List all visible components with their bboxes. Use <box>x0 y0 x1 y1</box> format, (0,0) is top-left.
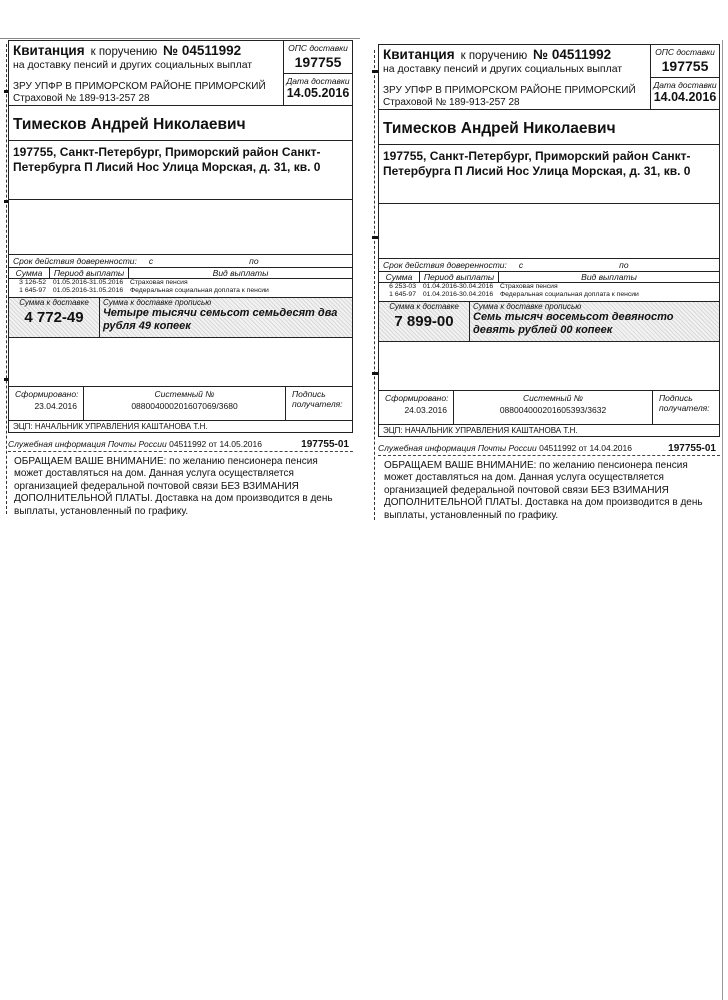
blank-area <box>9 199 352 254</box>
header-left <box>379 45 650 109</box>
signature-label: Подпись получателя: <box>659 393 710 413</box>
system-number-value: 088004000201605393/3632 <box>499 405 607 415</box>
ops-value: 197755 <box>284 53 352 74</box>
col-sum: Сумма <box>379 272 420 282</box>
receipt-header <box>379 45 719 109</box>
sum-numeric-cell <box>9 298 100 337</box>
insurance-number: Страховой № 189-913-257 28 <box>13 93 150 104</box>
sum-label: Сумма к доставке <box>389 302 459 311</box>
power-of-attorney-to: по <box>619 260 629 270</box>
power-of-attorney-row <box>379 258 719 271</box>
formed-label: Сформировано: <box>385 393 449 403</box>
formed-cell <box>9 387 84 420</box>
sum-words-label: Сумма к доставке прописью <box>103 298 212 307</box>
formed-cell <box>379 391 454 424</box>
col-type: Вид выплаты <box>581 272 637 282</box>
zru-name: ЗРУ УПФР В ПРИМОРСКОМ РАЙОНЕ ПРИМОРСКИЙ <box>383 85 636 96</box>
service-info-row <box>8 439 353 450</box>
notice-text: ОБРАЩАЕМ ВАШЕ ВНИМАНИЕ: по желанию пенсионера пенсия может доставляться на дом. Данная услуга осуществляется организацией федеральной почтовой связи БЕЗ ВЗИМАНИЯ ДОПОЛНИТЕЛЬНОЙ ПЛАТЫ. Доставка на дом производится в день выплаты, установленный по графику. <box>384 460 703 521</box>
cut-line-left <box>6 44 7 514</box>
signature-label: Подпись получателя: <box>292 389 343 409</box>
system-number-label: Системный № <box>523 393 583 403</box>
row-type: Страховая пенсия <box>500 283 558 290</box>
table-row <box>9 287 352 297</box>
header-left <box>9 41 283 105</box>
service-info-label: Служебная информация Почты России <box>8 439 167 449</box>
sum-words-cell <box>100 298 352 337</box>
row-type: Страховая пенсия <box>130 279 188 286</box>
power-of-attorney-row <box>9 254 352 267</box>
formed-value: 23.04.2016 <box>34 401 77 411</box>
zru-name: ЗРУ УПФР В ПРИМОРСКОМ РАЙОНЕ ПРИМОРСКИЙ <box>13 81 266 92</box>
receipt-title-line <box>13 43 279 58</box>
sum-words-cell <box>470 302 719 341</box>
header-right <box>650 45 719 109</box>
receipt-title-line <box>383 47 646 62</box>
col-sum: Сумма <box>9 268 50 278</box>
payments-table-header <box>9 267 352 279</box>
ops-value: 197755 <box>651 57 719 78</box>
row-period: 01.05.2016-31.05.2016 <box>52 279 124 286</box>
formed-label: Сформировано: <box>15 389 79 399</box>
receipt-subtitle: на доставку пенсий и других социальных выплат <box>383 63 623 75</box>
order-number: № 04511992 <box>533 47 612 62</box>
signature-cell <box>286 387 352 420</box>
blank-area <box>9 338 352 386</box>
delivery-date-value: 14.04.2016 <box>653 90 717 104</box>
row-type: Федеральная социальная доплата к пенсии <box>130 287 269 294</box>
power-of-attorney-to: по <box>249 256 259 266</box>
cut-line-middle <box>374 50 375 520</box>
sum-words-label: Сумма к доставке прописью <box>473 302 582 311</box>
receipt-may <box>8 40 353 518</box>
order-label: к поручению <box>460 50 528 62</box>
service-info-row <box>378 443 720 454</box>
formed-value: 24.03.2016 <box>404 405 447 415</box>
receipt-april <box>378 44 720 522</box>
receipt-footer <box>379 390 719 424</box>
row-period: 01.05.2016-31.05.2016 <box>52 287 124 294</box>
receipt-subtitle: на доставку пенсий и других социальных выплат <box>13 59 253 71</box>
receipt-form <box>8 40 353 433</box>
recipient-name: Тимесков Андрей Николаевич <box>9 105 352 140</box>
table-row <box>379 283 719 291</box>
notice-text: ОБРАЩАЕМ ВАШЕ ВНИМАНИЕ: по желанию пенсионера пенсия может доставляться на дом. Данная услуга осуществляется организацией федеральной почтовой связи БЕЗ ВЗИМАНИЯ ДОПОЛНИТЕЛЬНОЙ ПЛАТЫ. Доставка на дом производится в день выплаты, установленный по графику. <box>14 456 333 517</box>
power-of-attorney-from: с <box>518 260 524 270</box>
row-sum: 3 126-52 <box>19 279 46 286</box>
recipient-address: 197755, Санкт-Петербург, Приморский район Санкт-Петербурга П Лисий Нос Улица Морская, д. 31, кв. 0 <box>379 144 719 203</box>
sum-words: Четыре тысячи семьсот семьдесят два рубля 49 копеек <box>103 307 338 332</box>
system-number-value: 088004000201607069/3680 <box>131 401 238 411</box>
system-number-cell <box>454 391 653 424</box>
recipient-name: Тимесков Андрей Николаевич <box>379 109 719 144</box>
receipt-title: Квитанция <box>13 43 85 58</box>
col-period: Период выплаты <box>420 272 499 282</box>
ops-label: ОПС доставки <box>288 43 348 53</box>
power-of-attorney-label: Срок действия доверенности: <box>383 260 507 270</box>
digital-signature: ЭЦП: НАЧАЛЬНИК УПРАВЛЕНИЯ КАШТАНОВА Т.Н. <box>9 420 352 432</box>
system-number-label: Системный № <box>154 389 215 399</box>
row-sum: 1 645-97 <box>19 287 46 294</box>
signature-cell <box>653 391 719 424</box>
receipt-form <box>378 44 720 437</box>
sum-box <box>379 301 719 342</box>
header-right <box>283 41 352 105</box>
receipt-footer <box>9 386 352 420</box>
row-period: 01.04.2016-30.04.2016 <box>422 283 494 290</box>
receipt-header <box>9 41 352 105</box>
col-period: Период выплаты <box>50 268 129 278</box>
payments-table-header <box>379 271 719 283</box>
service-code: 197755-01 <box>301 439 349 450</box>
delivery-date-label: Дата доставки <box>286 76 350 86</box>
delivery-date-value: 14.05.2016 <box>286 86 350 100</box>
sum-words: Семь тысяч восемьсот девяносто девять рублей 00 копеек <box>473 311 674 336</box>
sum-label: Сумма к доставке <box>19 298 89 307</box>
system-number-cell <box>84 387 286 420</box>
scan-edge-right <box>722 40 723 1000</box>
service-info-value: 04511992 от 14.04.2016 <box>539 443 632 453</box>
row-period: 01.04.2016-30.04.2016 <box>422 291 494 298</box>
order-number: № 04511992 <box>163 43 242 58</box>
col-type: Вид выплаты <box>212 268 269 278</box>
scan-edge-top-left <box>0 38 360 39</box>
service-info-label: Служебная информация Почты России <box>378 443 537 453</box>
table-row <box>379 291 719 301</box>
row-type: Федеральная социальная доплата к пенсии <box>500 291 639 298</box>
service-code: 197755-01 <box>668 443 716 454</box>
table-row <box>9 279 352 287</box>
sum-value: 7 899-00 <box>394 313 454 330</box>
power-of-attorney-label: Срок действия доверенности: <box>13 256 137 266</box>
row-sum: 1 645-97 <box>389 291 416 298</box>
power-of-attorney-from: с <box>148 256 154 266</box>
sum-box <box>9 297 352 338</box>
sum-value: 4 772-49 <box>24 309 84 326</box>
row-sum: 6 253-03 <box>389 283 416 290</box>
delivery-date-label: Дата доставки <box>653 80 717 90</box>
sum-numeric-cell <box>379 302 470 341</box>
receipt-title: Квитанция <box>383 47 455 62</box>
blank-area <box>379 342 719 390</box>
order-label: к поручению <box>90 46 158 58</box>
recipient-address: 197755, Санкт-Петербург, Приморский район Санкт-Петербурга П Лисий Нос Улица Морская, д. 31, кв. 0 <box>9 140 352 199</box>
digital-signature: ЭЦП: НАЧАЛЬНИК УПРАВЛЕНИЯ КАШТАНОВА Т.Н. <box>379 424 719 436</box>
blank-area <box>379 203 719 258</box>
ops-label: ОПС доставки <box>655 47 715 57</box>
insurance-number: Страховой № 189-913-257 28 <box>383 97 520 108</box>
service-info-value: 04511992 от 14.05.2016 <box>169 439 262 449</box>
